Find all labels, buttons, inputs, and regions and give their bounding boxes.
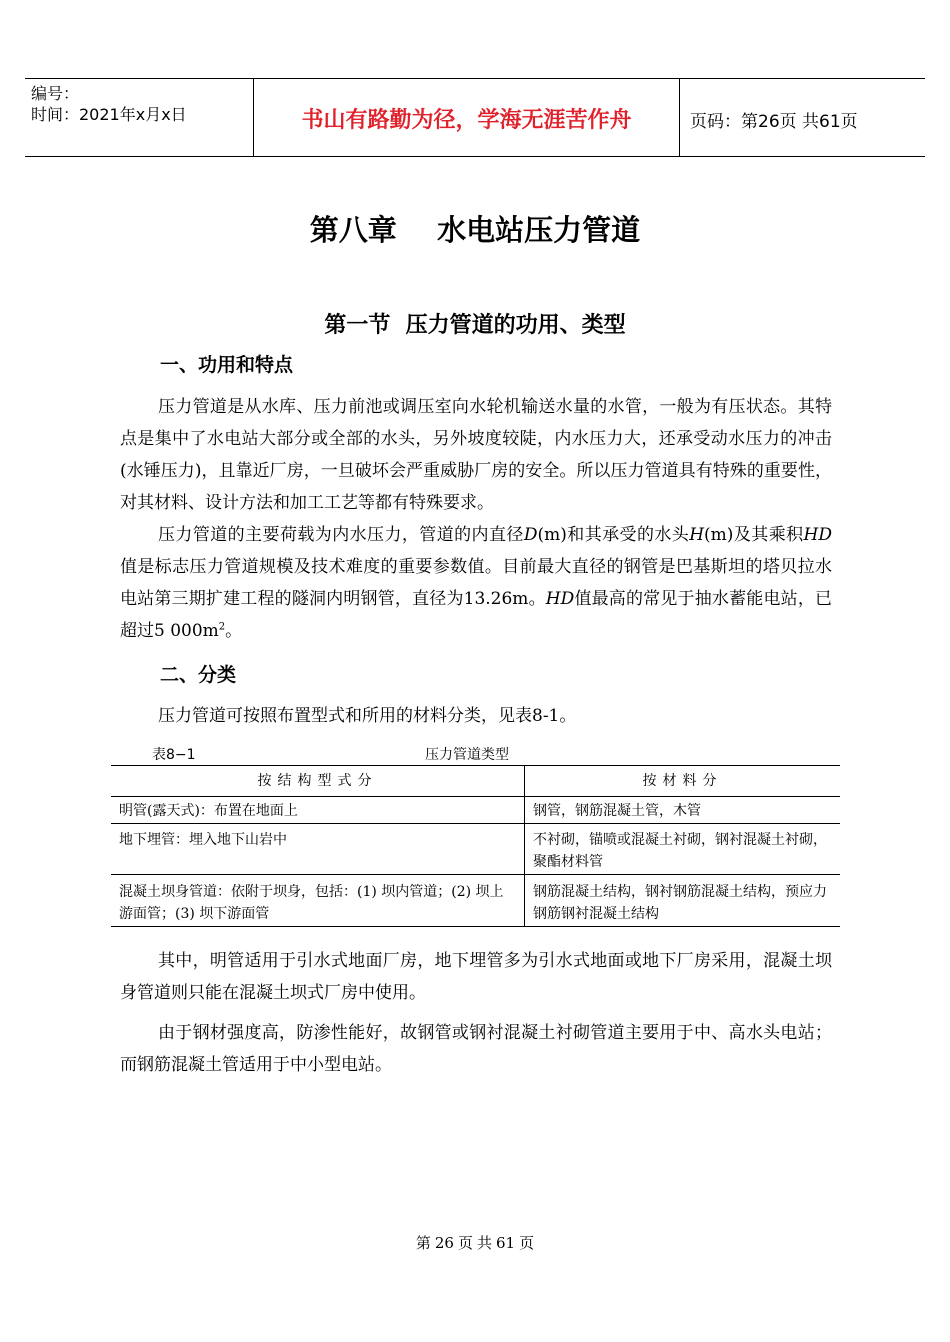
section-title: 第一节 压力管道的功用、类型 [324,313,626,338]
structure-cell: 明管(露天式)：布置在地面上 [111,797,525,824]
structure-cell: 地下埋管：埋入地下山岩中 [111,824,525,875]
table-row [111,797,840,824]
material-cell: 不衬砌，锚喷或混凝土衬砌，钢衬混凝土衬砌，聚酯材料管 [533,832,827,870]
header-motto-cell [254,79,680,156]
structure-cell: 混凝土坝身管道：依附于坝身，包括：(1) 坝内管道；(2) 坝上游面管；(3) 坝下游面管 [111,875,525,927]
page-footer: 第 26 页 共 61 页 [415,1234,535,1252]
table-header-row [111,766,840,797]
paragraph-3: 压力管道可按照布置型式和所用的材料分类，见表8-1。 [158,706,577,726]
table-number: 表8−1 [152,747,196,763]
footer-total-pages: 61 [496,1234,516,1252]
paragraph-4: 其中，明管适用于引水式地面厂房，地下埋管多为引水式地面或地下厂房采用，混凝土坝身管道则只能在混凝土坝式厂房中使用。 [120,951,832,1003]
col-structure-header: 按结构型式分 [111,766,525,797]
table-row [111,875,840,927]
pipe-type-table [111,765,840,927]
footer-page-number: 26 [434,1234,454,1252]
header-page-cell [680,79,925,156]
paragraph-1: 压力管道是从水库、压力前池或调压室向水轮机输送水量的水管，一般为有压状态。其特点是集中了水电站大部分或全部的水头，另外坡度较陡，内水压力大，还承受动水压力的冲击(水锤压力)，且靠近厂房，一旦破坏会严重威胁厂房的安全。所以压力管道具有特殊的重要性，对其材料、设计方法和加工工艺等都有特殊要求。 [120,397,832,513]
material-cell: 钢管，钢筋混凝土管，木管 [533,803,701,819]
time-label: 时间：2021年x月x日 [31,105,187,124]
page-info: 页码：第26页 共61页 [690,112,858,132]
page-header [25,78,925,157]
material-cell: 钢筋混凝土结构，钢衬钢筋混凝土结构，预应力钢筋钢衬混凝土结构 [533,884,827,922]
number-label: 编号： [31,84,80,103]
subsection-title-2: 二、分类 [160,664,237,686]
table-caption: 压力管道类型 [425,747,509,763]
paragraph-5: 由于钢材强度高，防渗性能好，故钢管或钢衬混凝土衬砌管道主要用于中、高水头电站；而钢筋混凝土管适用于中小型电站。 [120,1023,832,1075]
header-meta-cell [25,79,254,156]
subsection-title-1: 一、功用和特点 [160,354,294,376]
chapter-title: 第八章 水电站压力管道 [309,213,641,247]
col-material-header: 按材料分 [525,766,841,797]
paragraph-2: 压力管道的主要荷载为内水压力，管道的内直径D(m)和其承受的水头H(m)及其乘积HD值是标志压力管道规模及技术难度的重要参数值。目前最大直径的钢管是巴基斯坦的塔贝拉水电站第三期扩建工程的隧洞内明钢管，直径为13.26m。HD值最高的常见于抽水蓄能电站，已超过5 $000m^2$。 [120,525,833,641]
motto: 书山有路勤为径，学海无涯苦作舟 [301,108,632,133]
table-row [111,824,840,875]
